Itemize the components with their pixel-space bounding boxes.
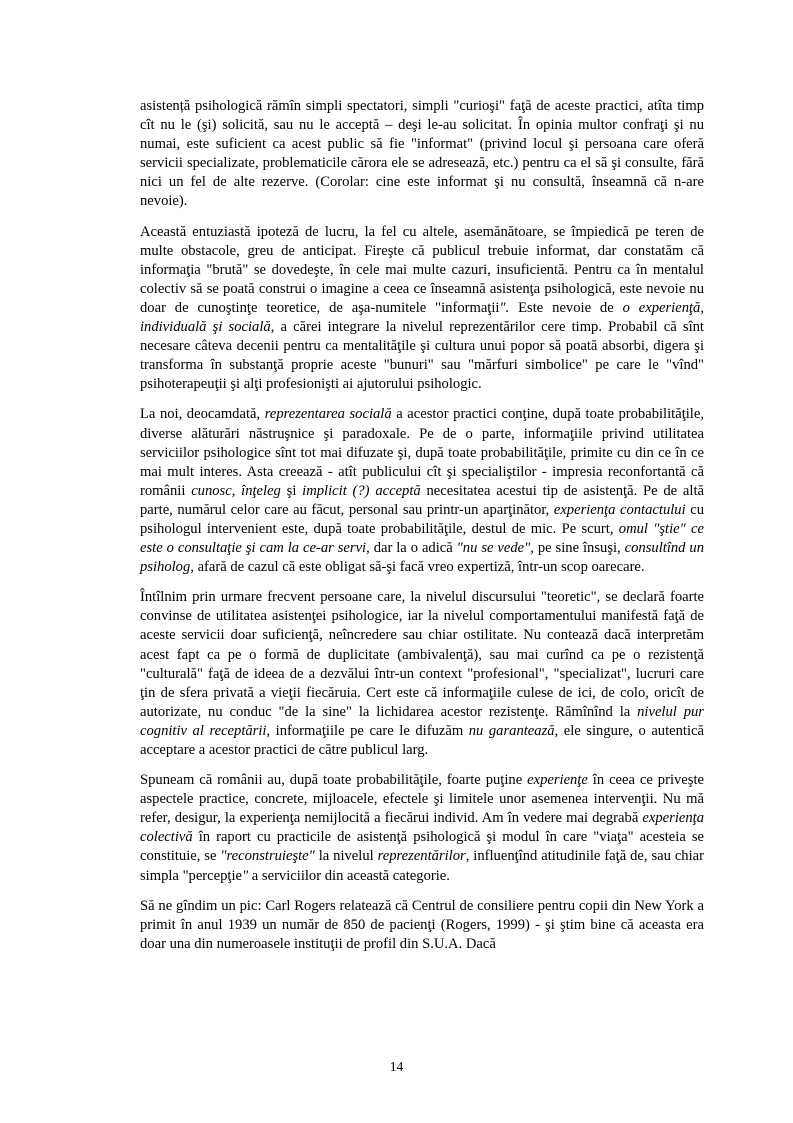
italic-text: implicit (?) acceptă — [302, 482, 421, 499]
text-run: Este nevoie de — [509, 299, 623, 316]
italic-text: cunosc, înţeleg — [191, 482, 281, 499]
page-body — [140, 97, 704, 965]
text-run: Spuneam că românii au, după toate probabilităţile, foarte puţine — [140, 772, 528, 789]
paragraph — [140, 588, 704, 760]
text-run: la nivelul — [314, 848, 378, 865]
text-run: , influenţînd atitudinile faţă de, sau chiar simpla "percepţie — [140, 848, 704, 884]
paragraph — [140, 897, 704, 954]
text-run: a serviciilor din această categorie. — [248, 867, 450, 884]
italic-text: " — [242, 867, 249, 884]
paragraph — [140, 771, 704, 886]
italic-text: o experienţă, individuală şi socială — [140, 299, 704, 336]
text-run: , a cărei integrare la nivelul reprezentărilor cere timp. Probabil că sînt necesare câteva decenii pentru ca mentalităţile şi cultura unui popor să poată absorbi, digera şi transforma în substanţă proprie aceste "bunuri" sau "mărfuri simbolice" pe care le "vînd" psihoterapeuţii şi alţi profesionişti ai ajutorului psihologic. — [140, 319, 704, 393]
italic-text: reprezentarea socială — [264, 406, 392, 423]
paragraph — [140, 97, 704, 212]
text-run: a acestor practici conţine, după toate probabilităţile, diverse alăturări năstruşnice şi paradoxale. Pe de o parte, informaţiile privind utilitatea serviciilor psihologice sînt tot mai difuzate şi, după toate probabilităţile, primite cu din ce în ce mai mult interes. Asta creează - atît publicului cît şi specialiştilor - impresia reconfortantă că românii — [140, 406, 704, 499]
italic-text: "nu se vede", — [456, 540, 534, 557]
text-run: necesitatea acestui tip de asistenţă. Pe de altă parte, numărul celor care au făcut, personal sau printr-un aparţinător, — [140, 482, 704, 518]
text-run: ele singure, o autentică acceptare a acestor practici de către publicul larg. — [140, 722, 704, 758]
text-run: în raport cu practicile de asistenţă psihologică şi modul în care "viaţa" acesteia se constituie, se — [140, 829, 704, 865]
italic-text: experienţa contactului — [553, 501, 686, 518]
page-number: 14 — [389, 1059, 404, 1074]
text-run: cu psihologul intervenient este, după toate probabilităţile, destul de mic. Pe scurt — [140, 501, 704, 537]
text-run: La noi, deocamdată, — [140, 406, 265, 423]
text-run: Întîlnim prin urmare frecvent persoane care, la nivelul discursului "teoretic", se declară foarte convinse de utilitatea asistenţei psihologice, iar la nivelul comportamentului manifestă faţă de aceste servicii doar suficienţă, neîncredere sau chiar ostilitate. Nu contează dacă interpretăm acest fapt ca pe o formă de duplicitate (ambivalenţă), sau mai curînd ca pe o rezistenţă "culturală" faţă de ideea de a dezvălui într-un context "profesional", "specializat", lucruri care ţin de sfera privată a vieţii fiecăruia. Cert este că informaţiile culese de ici, de colo, oricît de autorizate, nu conduc "de la sine" la lichidarea acestor rezistenţe. Rămînînd la — [140, 589, 704, 720]
text-run: Să ne gîndim un pic: Carl Rogers relatează că Centrul de consiliere pentru copii din New York a primit în anul 1939 un număr de 850 de pacienţi (Rogers, 1999) - şi ştim bine că aceasta era doar una din numeroasele instituţii de profil din S.U.A. Dacă — [140, 897, 704, 952]
italic-text: reprezentărilor — [377, 848, 466, 865]
paragraph — [140, 405, 704, 577]
italic-text: "reconstruieşte" — [220, 848, 315, 865]
text-run: afară de cazul că este obligat să-şi facă vreo expertiză, într-un scop oarecare. — [193, 559, 645, 576]
text-run: în ceea ce priveşte aspectele practice, concrete, mijloacele, efectele şi limitele unor asemenea intervenţii. Nu mă refer, desigur, la experienţa nemijlocită a fiecărui individ. Am în vedere mai degrabă — [140, 772, 704, 827]
text-run: informaţiile pe care le difuzăm — [270, 722, 469, 739]
paragraph — [140, 223, 704, 395]
text-run: asistență psihologică rămîn simpli spectatori, simpli "curioşi" faţă de aceste practici, atîta timp cît nu le (şi) solicită, sau nu le acceptă – deşi le-au solicitat. În opinia multor confraţi şi nu numai, este suficient ca acest public să fie "informat" (privind locul şi persoana care oferă servicii specializate, problematicile cărora ele se adresează, etc.) pentru ca el să şi consulte, fără nici un fel de alte rezerve. (Corolar: cine este informat şi nu consultă, înseamnă că n-are nevoie). — [140, 98, 704, 210]
text-run: Această entuziastă ipoteză de lucru, la fel cu altele, asemănătoare, se împiedică pe teren de multe obstacole, greu de anticipat. Fireşte că publicul trebuie informat, dar constatăm că informaţia "brută" se dovedeşte, în cele mai multe cazuri, insuficientă. Pentru ca în mentalul colectiv să se poată construi o imagine a ceea ce înseamnă asistenţa psihologică, este nevoie nu doar de cunoştinţe teoretice, de aşa-numitele "informaţii — [140, 223, 704, 316]
text-run: pe sine însuşi, — [533, 540, 625, 557]
italic-text: nu garantează, — [468, 722, 559, 739]
text-run: , dar la o adică — [366, 540, 457, 557]
italic-text: nivelul pur cognitiv al receptării, — [140, 703, 704, 739]
italic-text: experienţa colectivă — [140, 810, 704, 846]
italic-text: ". — [499, 299, 510, 316]
italic-text: consultînd un psiholog, — [140, 540, 704, 576]
text-run: şi — [280, 482, 303, 499]
italic-text: experienţe — [527, 772, 588, 789]
italic-text: , omul "ştie" ce este o consultaţie şi cam la ce-ar servi — [140, 520, 704, 557]
